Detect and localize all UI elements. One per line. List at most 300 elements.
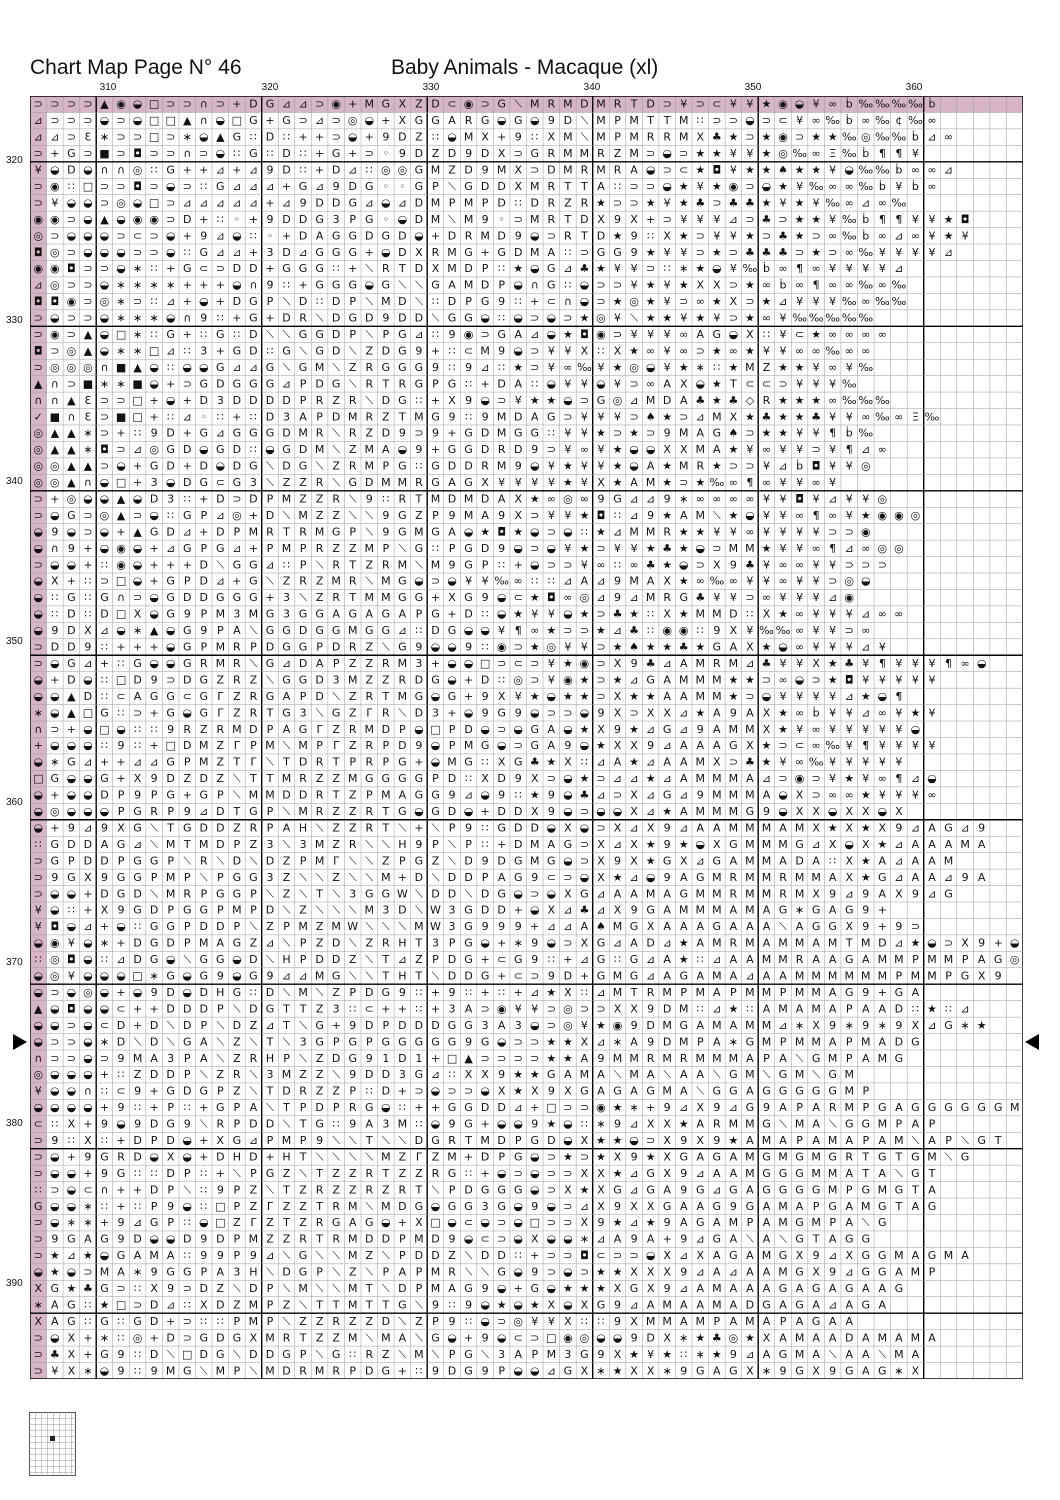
stitch-symbol: D [481, 492, 489, 505]
stitch-symbol: M [464, 492, 474, 505]
stitch-symbol: P [267, 723, 274, 736]
stitch-symbol: ⊃ [133, 1298, 142, 1311]
stitch-symbol: 3 [515, 1019, 522, 1032]
stitch-symbol: 9 [118, 739, 125, 752]
stitch-symbol: H [266, 1052, 274, 1065]
stitch-symbol: 9 [647, 1035, 654, 1048]
stitch-symbol: P [333, 1035, 340, 1048]
stitch-symbol: G [51, 1282, 60, 1295]
stitch-symbol: ⊃ [34, 180, 43, 193]
stitch-symbol: ◒ [414, 575, 424, 588]
stitch-symbol: Γ [416, 1150, 423, 1163]
stitch-symbol: ⊃ [133, 131, 142, 144]
stitch-symbol: 9 [531, 871, 538, 884]
stitch-symbol: R [233, 657, 241, 670]
stitch-symbol: M [381, 1200, 391, 1213]
stitch-symbol: ⊿ [596, 789, 605, 802]
stitch-symbol: ◒ [83, 772, 93, 785]
stitch-symbol: A [697, 739, 705, 752]
stitch-symbol: ⊃ [530, 887, 539, 900]
stitch-symbol: G [183, 821, 192, 834]
stitch-symbol: 9 [515, 460, 522, 473]
stitch-symbol: M [646, 476, 656, 489]
stitch-symbol: G [746, 1035, 755, 1048]
stitch-symbol: ⊃ [530, 312, 539, 325]
stitch-symbol: 9 [498, 542, 505, 555]
stitch-symbol: Z [366, 673, 374, 686]
stitch-symbol: ∷ [697, 114, 704, 127]
stitch-symbol: ¥ [928, 706, 935, 719]
stitch-symbol: ¥ [498, 624, 505, 637]
stitch-symbol: G [166, 608, 175, 621]
stitch-symbol: Z [233, 690, 241, 703]
stitch-symbol: M [878, 1331, 888, 1344]
stitch-symbol: ⊂ [100, 1019, 109, 1032]
stitch-symbol: ∩ [117, 591, 125, 604]
stitch-symbol: ◒ [381, 196, 391, 209]
stitch-symbol: ⊃ [83, 262, 92, 275]
stitch-symbol: ★ [728, 673, 738, 686]
stitch-symbol: ∷ [548, 953, 555, 966]
stitch-symbol: M [878, 953, 888, 966]
stitch-symbol: Z [366, 1315, 374, 1328]
stitch-symbol: 9 [151, 772, 158, 785]
stitch-symbol: Ⅹ [663, 1134, 671, 1147]
stitch-symbol: ◒ [50, 558, 60, 571]
stitch-symbol: ★ [50, 1266, 60, 1279]
stitch-symbol: G [365, 180, 374, 193]
stitch-symbol: ⊿ [696, 1167, 705, 1180]
stitch-symbol: G [67, 1298, 76, 1311]
stitch-symbol: ⟍ [365, 262, 373, 275]
stitch-symbol: M [646, 394, 656, 407]
stitch-symbol: D [564, 114, 572, 127]
stitch-symbol: M [696, 443, 706, 456]
stitch-symbol: D [448, 871, 456, 884]
stitch-symbol: ⟍ [332, 443, 340, 456]
stitch-symbol: G [514, 854, 523, 867]
stitch-symbol: G [348, 246, 357, 259]
stitch-symbol: ♣ [695, 591, 705, 604]
stitch-symbol: ¥ [862, 262, 869, 275]
stitch-symbol: Z [349, 953, 357, 966]
stitch-symbol: ★ [762, 164, 772, 177]
stitch-symbol: ♣ [811, 410, 821, 423]
stitch-symbol: ◒ [513, 1216, 523, 1229]
stitch-symbol: A [796, 1200, 804, 1213]
stitch-symbol: ‰ [891, 196, 906, 209]
stitch-symbol: ★ [662, 410, 672, 423]
stitch-symbol: A [448, 279, 456, 292]
stitch-symbol: ¥ [548, 509, 555, 522]
stitch-symbol: ▲ [84, 344, 93, 357]
stitch-symbol: ¥ [597, 443, 604, 456]
stitch-symbol: P [349, 756, 356, 769]
stitch-symbol: G [382, 1035, 391, 1048]
stitch-symbol: A [713, 739, 721, 752]
stitch-symbol: G [977, 1101, 986, 1114]
stitch-symbol: M [811, 1035, 821, 1048]
stitch-symbol: ∞ [795, 279, 804, 292]
stitch-symbol: ⟍ [299, 1052, 307, 1065]
stitch-symbol: ⟍ [961, 1134, 969, 1147]
stitch-symbol: M [712, 904, 722, 917]
stitch-symbol: ∷ [250, 986, 257, 999]
stitch-symbol: ⊃ [563, 871, 572, 884]
stitch-symbol: G [497, 98, 506, 111]
stitch-symbol: ★ [579, 509, 589, 522]
stitch-symbol: M [149, 1249, 159, 1262]
stitch-symbol: 9 [995, 970, 1002, 983]
stitch-symbol: M [265, 739, 275, 752]
stitch-symbol: ♣ [745, 756, 755, 769]
stitch-symbol: ▲ [133, 361, 142, 374]
stitch-symbol: M [431, 196, 441, 209]
stitch-symbol: M [745, 1068, 755, 1081]
stitch-symbol: ⊿ [894, 937, 903, 950]
stitch-symbol: ⊂ [464, 1216, 473, 1229]
stitch-symbol: ◎ [596, 312, 606, 325]
stitch-symbol: ▲ [216, 131, 225, 144]
stitch-symbol: ¥ [829, 460, 836, 473]
stitch-symbol: ⊿ [828, 1298, 837, 1311]
stitch-symbol: ¢ [895, 114, 902, 127]
stitch-symbol: G [183, 509, 192, 522]
stitch-symbol: P [945, 1134, 952, 1147]
stitch-symbol: M [778, 838, 788, 851]
stitch-symbol: D [100, 887, 108, 900]
stitch-symbol: A [713, 1249, 721, 1262]
stitch-symbol: ∷ [200, 180, 207, 193]
stitch-symbol: ◒ [133, 196, 143, 209]
stitch-symbol: ∞ [795, 641, 804, 654]
stitch-symbol: ¥ [730, 98, 737, 111]
stitch-symbol: + [83, 558, 92, 571]
stitch-symbol: G [200, 1085, 209, 1098]
stitch-symbol: P [531, 1348, 538, 1361]
stitch-symbol: G [67, 1315, 76, 1328]
stitch-symbol: ★ [910, 706, 920, 719]
stitch-symbol: ◒ [133, 986, 143, 999]
stitch-symbol: ⟍ [399, 1348, 407, 1361]
stitch-symbol: + [183, 394, 192, 407]
stitch-symbol: ¥ [912, 147, 919, 160]
stitch-symbol: + [431, 443, 440, 456]
stitch-symbol: Ⅹ [134, 772, 142, 785]
stitch-symbol: ‰ [577, 361, 592, 374]
stitch-symbol: P [383, 739, 390, 752]
stitch-symbol: + [481, 953, 490, 966]
stitch-symbol: + [398, 1216, 407, 1229]
stitch-symbol: A [912, 1249, 920, 1262]
stitch-symbol: Z [349, 443, 357, 456]
stitch-symbol: M [365, 98, 375, 111]
stitch-symbol: A [366, 1118, 374, 1131]
stitch-symbol: T [928, 1167, 936, 1180]
stitch-symbol: ⊿ [696, 1266, 705, 1279]
stitch-symbol: + [150, 542, 159, 555]
stitch-symbol: ⊃ [547, 1150, 556, 1163]
stitch-symbol: D [266, 394, 274, 407]
stitch-symbol: ¥ [846, 739, 853, 752]
stitch-symbol: Ⅹ [614, 1282, 622, 1295]
stitch-symbol: ◒ [364, 279, 374, 292]
stitch-symbol: Ⅹ [415, 246, 423, 259]
stitch-symbol: A [928, 1134, 936, 1147]
stitch-symbol: ∷ [597, 1315, 604, 1328]
stitch-symbol: ⟍ [365, 970, 373, 983]
stitch-symbol: ⊿ [629, 1183, 638, 1196]
column-number: 330 [419, 82, 443, 94]
stitch-symbol: ◒ [33, 986, 43, 999]
stitch-symbol: ⊿ [629, 509, 638, 522]
stitch-symbol: ¥ [614, 262, 621, 275]
stitch-symbol: ★ [795, 196, 805, 209]
stitch-symbol: ★ [629, 427, 639, 440]
stitch-symbol: R [647, 131, 655, 144]
stitch-symbol: G [862, 1183, 871, 1196]
stitch-symbol: ¥ [746, 443, 753, 456]
stitch-symbol: G [481, 1035, 490, 1048]
stitch-symbol: ⊿ [563, 262, 572, 275]
stitch-symbol: 9 [895, 821, 902, 834]
stitch-symbol: G [348, 1052, 357, 1065]
stitch-symbol: ⊃ [232, 492, 241, 505]
stitch-symbol: + [150, 410, 159, 423]
stitch-symbol: 9 [151, 427, 158, 440]
stitch-symbol: D [315, 690, 323, 703]
stitch-symbol: 9 [349, 1068, 356, 1081]
stitch-symbol: ⟍ [829, 1348, 837, 1361]
stitch-symbol: G [845, 904, 854, 917]
stitch-symbol: R [696, 460, 704, 473]
stitch-symbol: ⟍ [713, 1068, 721, 1081]
stitch-symbol: ⊃ [778, 377, 787, 390]
stitch-symbol: G [564, 838, 573, 851]
stitch-symbol: Ⅹ [812, 1364, 820, 1377]
stitch-symbol: M [778, 1200, 788, 1213]
stitch-symbol: ¥ [581, 377, 588, 390]
stitch-symbol: □ [116, 673, 126, 686]
stitch-symbol: G [795, 1298, 804, 1311]
stitch-symbol: ★ [811, 164, 821, 177]
stitch-symbol: ∷ [101, 690, 108, 703]
stitch-symbol: ◒ [563, 854, 573, 867]
stitch-symbol: ◒ [563, 525, 573, 538]
stitch-symbol: ∷ [151, 262, 158, 275]
stitch-symbol: G [67, 657, 76, 670]
stitch-symbol: A [581, 1052, 589, 1065]
stitch-symbol: T [332, 1298, 340, 1311]
stitch-symbol: ★ [861, 690, 871, 703]
stitch-symbol: G [431, 525, 440, 538]
stitch-symbol: D [398, 1200, 406, 1213]
stitch-symbol: ⊃ [629, 377, 638, 390]
stitch-symbol: A [647, 1068, 655, 1081]
stitch-symbol: Z [448, 1249, 456, 1262]
stitch-symbol: 9 [316, 1134, 323, 1147]
stitch-symbol: D [315, 1101, 323, 1114]
stitch-symbol: M [894, 953, 904, 966]
stitch-symbol: ♠ [646, 410, 656, 423]
stitch-symbol: D [183, 1019, 191, 1032]
stitch-symbol: ∗ [116, 377, 125, 390]
stitch-symbol: G [729, 1249, 738, 1262]
stitch-symbol: ¥ [796, 295, 803, 308]
stitch-symbol: M [712, 887, 722, 900]
stitch-symbol: Ⅹ [796, 805, 804, 818]
stitch-symbol: ★ [546, 624, 556, 637]
stitch-symbol: ∞ [878, 608, 887, 621]
stitch-symbol: ▲ [100, 98, 109, 111]
stitch-symbol: G [862, 1118, 871, 1131]
stitch-symbol: ⊿ [348, 164, 357, 177]
stitch-symbol: M [662, 1052, 672, 1065]
stitch-symbol: ◒ [67, 229, 77, 242]
stitch-symbol: ∷ [51, 1118, 58, 1131]
stitch-symbol: + [514, 904, 523, 917]
stitch-symbol: G [828, 1200, 837, 1213]
stitch-symbol: Z [250, 838, 258, 851]
stitch-symbol: D [398, 229, 406, 242]
stitch-symbol: 3 [250, 476, 257, 489]
stitch-symbol: ∗ [596, 1364, 605, 1377]
stitch-symbol: ◒ [480, 1216, 490, 1229]
stitch-symbol: G [762, 1118, 771, 1131]
stitch-symbol: D [249, 723, 257, 736]
stitch-symbol: M [216, 1364, 226, 1377]
stitch-symbol: 9 [399, 147, 406, 160]
stitch-symbol: ḃ [862, 212, 869, 226]
stitch-symbol: A [630, 1035, 638, 1048]
stitch-symbol: ‰ [875, 131, 890, 144]
stitch-symbol: ◘ [133, 147, 142, 160]
stitch-symbol: P [482, 871, 489, 884]
stitch-symbol: ∞ [762, 591, 771, 604]
stitch-symbol: 9 [200, 1249, 207, 1262]
stitch-symbol: ⊃ [50, 114, 59, 127]
stitch-symbol: ◒ [795, 98, 805, 111]
stitch-symbol: ¶ [846, 443, 853, 456]
stitch-symbol: D [84, 690, 92, 703]
stitch-symbol: A [845, 1315, 853, 1328]
stitch-symbol: Ⅹ [481, 1068, 489, 1081]
stitch-symbol: 9 [730, 558, 737, 571]
stitch-symbol: ⊿ [894, 262, 903, 275]
stitch-symbol: H [398, 970, 406, 983]
stitch-symbol: ◎ [580, 591, 590, 604]
stitch-symbol: ∞ [828, 98, 837, 111]
stitch-symbol: D [795, 854, 803, 867]
stitch-symbol: ★ [977, 1019, 987, 1032]
stitch-symbol: ¥ [746, 98, 753, 111]
stitch-symbol: P [449, 196, 456, 209]
stitch-symbol: ∩ [200, 114, 208, 127]
stitch-symbol: ★ [83, 1249, 93, 1262]
stitch-symbol: M [249, 608, 258, 621]
stitch-symbol: Ⅹ [862, 838, 870, 851]
stitch-symbol: P [780, 986, 787, 999]
stitch-symbol: M [315, 970, 325, 983]
stitch-symbol: + [183, 789, 192, 802]
stitch-symbol: ¥ [780, 657, 787, 670]
stitch-symbol: ¥ [51, 196, 58, 209]
stitch-symbol: 9 [167, 1200, 174, 1213]
stitch-symbol: ⊃ [34, 871, 43, 884]
stitch-symbol: ⊃ [828, 575, 837, 588]
stitch-symbol: A [829, 1315, 837, 1328]
stitch-symbol: Z [332, 1331, 340, 1344]
stitch-symbol: T [646, 114, 654, 127]
stitch-symbol: 9 [498, 509, 505, 522]
stitch-symbol: ⊿ [199, 196, 208, 209]
stitch-symbol: ◒ [563, 1134, 573, 1147]
stitch-symbol: ◉ [33, 213, 43, 226]
stitch-symbol: ∞ [745, 492, 754, 505]
stitch-symbol: G [878, 1266, 887, 1279]
stitch-symbol: G [216, 180, 225, 193]
stitch-symbol: + [216, 295, 225, 308]
stitch-symbol: ◒ [431, 690, 441, 703]
stitch-symbol: M [563, 147, 573, 160]
stitch-symbol: ▲ [133, 525, 142, 538]
stitch-symbol: Z [299, 904, 307, 917]
stitch-symbol: D [415, 147, 423, 160]
stitch-symbol: 9 [482, 1282, 489, 1295]
stitch-symbol: ∗ [679, 492, 688, 505]
stitch-symbol: ◒ [927, 772, 937, 785]
stitch-symbol: ∷ [200, 328, 207, 341]
stitch-symbol: G [332, 1216, 341, 1229]
stitch-symbol: ◘ [67, 262, 76, 275]
stitch-symbol: ◎ [100, 295, 110, 308]
stitch-symbol: Z [349, 706, 357, 719]
stitch-symbol: A [812, 1101, 820, 1114]
stitch-symbol: Z [316, 772, 324, 785]
stitch-symbol: ⊃ [596, 690, 605, 703]
stitch-symbol: Ⅹ [134, 608, 142, 621]
stitch-symbol: R [465, 229, 473, 242]
stitch-symbol: M [696, 986, 706, 999]
stitch-symbol: ∷ [614, 509, 621, 522]
stitch-symbol: Z [283, 887, 291, 900]
stitch-symbol: + [481, 986, 490, 999]
stitch-symbol: ∞ [828, 229, 837, 242]
stitch-symbol: D [282, 147, 290, 160]
stitch-symbol: D [133, 1134, 141, 1147]
stitch-symbol: ‰ [875, 410, 890, 423]
stitch-symbol: D [266, 904, 274, 917]
stitch-symbol: R [365, 377, 373, 390]
stitch-symbol: G [117, 1167, 126, 1180]
stitch-symbol: ¥ [829, 164, 836, 177]
stitch-symbol: G [415, 361, 424, 374]
stitch-symbol: G [100, 1348, 109, 1361]
stitch-symbol: ⊃ [67, 312, 76, 325]
stitch-symbol: ¥ [829, 772, 836, 785]
stitch-symbol: Ⅹ [597, 1183, 605, 1196]
stitch-symbol: ◒ [513, 1200, 523, 1213]
stitch-symbol: G [117, 887, 126, 900]
stitch-symbol: ⊿ [646, 789, 655, 802]
stitch-symbol: ◒ [580, 706, 590, 719]
stitch-symbol: P [432, 509, 439, 522]
stitch-symbol: ◒ [547, 542, 557, 555]
stitch-symbol: ⊿ [232, 196, 241, 209]
stitch-symbol: ⊿ [911, 821, 920, 834]
stitch-symbol: ⊃ [613, 328, 622, 341]
stitch-symbol: ◘ [580, 1249, 589, 1262]
